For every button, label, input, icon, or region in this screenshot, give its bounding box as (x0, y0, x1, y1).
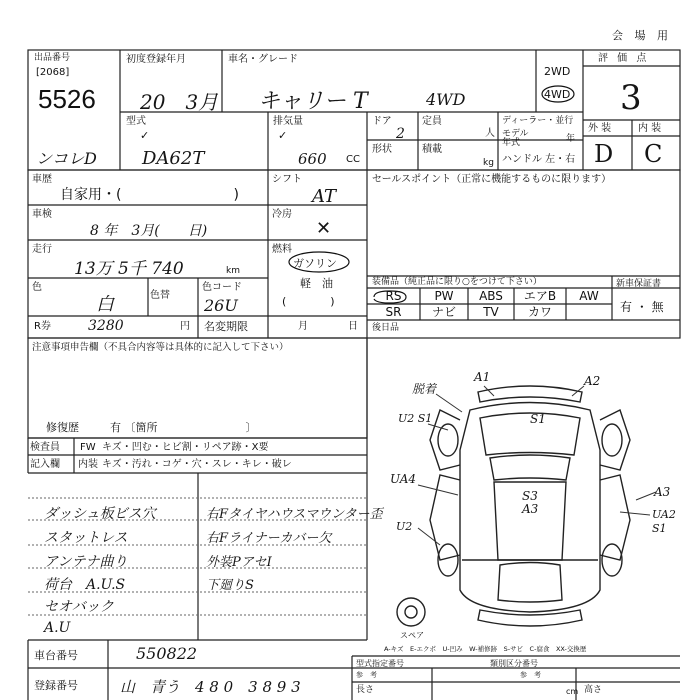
comment-left-5: セオバック (44, 599, 114, 615)
name-change-label: 名変期限 (204, 320, 248, 333)
comment-left-3: アンテナ曲り (44, 554, 128, 570)
equip-aw: AW (579, 289, 599, 303)
recycle-label: R券 (34, 321, 51, 332)
comment-right-2: 右Fライナーカバー欠 (206, 531, 332, 546)
comment-right-1: 右Fタイヤハウスマウンター歪 (206, 507, 383, 522)
name-change-month: 月 (298, 321, 308, 332)
repair-label: 修復歴 (46, 421, 79, 434)
aircon-value: ✕ (316, 218, 332, 239)
inspector-fw-label: FW (80, 442, 96, 453)
dim-cm: cm (566, 687, 579, 696)
mileage-value: 13万 5千 740 (74, 259, 184, 279)
displacement-check: ✓ (278, 129, 288, 142)
fuel-value: ガソリン (293, 257, 337, 270)
inspector-in-text: キズ・汚れ・コゲ・穴・スレ・キレ・破レ (102, 459, 292, 470)
year-unit: 年 (566, 134, 576, 144)
load-label: 積載 (422, 144, 442, 155)
warranty-value: 有 ・ 無 (620, 300, 664, 314)
score-value: 3 (620, 78, 642, 118)
mark-u2s1: U2 S1 (398, 412, 433, 425)
fuel-label: 燃料 (272, 244, 292, 255)
inspector-label-2: 記入欄 (30, 459, 60, 470)
notes-label: 注意事項申告欄（不具合内容等は具体的に記入して下さい） (32, 342, 289, 353)
comment-left-6: A.U (44, 620, 71, 636)
lot-number: 5526 (38, 84, 96, 114)
mark-a1: A1 (474, 370, 491, 384)
displacement-unit: CC (346, 154, 360, 165)
capacity-unit: 人 (485, 128, 495, 139)
mark-frame: 脱着 (412, 382, 437, 396)
mileage-unit: km (226, 266, 240, 276)
mark-s1-mid: S1 (530, 412, 546, 426)
rs-circle-mark (370, 289, 410, 305)
registration-label: 登録番号 (34, 679, 78, 692)
shape-label: 形状 (372, 144, 392, 155)
shaken-value: 8 年 3月( 日) (90, 223, 208, 239)
dealer-label: ディーラー・並行 (502, 116, 574, 126)
model-check: ✓ (140, 129, 150, 142)
mark-a3: A3 (654, 485, 671, 499)
load-unit: kg (483, 158, 494, 168)
capacity-label: 定員 (422, 116, 442, 127)
color-label: 色 (32, 282, 42, 293)
chassis-label: 車台番号 (34, 649, 78, 662)
equip-rs: RS (385, 289, 402, 303)
lot-label: 出品番号 (34, 53, 71, 63)
displacement-value: 660 (298, 150, 327, 168)
type-designation-ref: 参 考 (356, 671, 377, 679)
doors-value: 2 (396, 126, 405, 142)
registration-value: 山 青う 4 8 0 3 8 9 3 (120, 678, 301, 696)
color-code-label: 色コード (202, 282, 242, 293)
shift-label: シフト (272, 174, 302, 185)
sales-point-label: セールスポイント（正常に機能するものに限ります） (372, 174, 612, 185)
comment-left-4: 荷台 A.U.S (44, 577, 126, 593)
equip-airbag: エアB (523, 289, 557, 303)
damage-legend: A-キズ E-エクボ U-凹み W-補修跡 S-サビ C-腐食 XX-交換歴 (384, 645, 587, 653)
comment-right-3: 外装PアセI (206, 555, 272, 570)
car-name-value: キャリー T (258, 89, 368, 114)
inspector-in-label: 内装 (78, 459, 98, 470)
displacement-label: 排気量 (273, 116, 303, 127)
car-name-label: 車名・グレード (228, 54, 298, 65)
mark-s3a3: S3 A3 (522, 489, 539, 516)
chassis-value: 550822 (136, 644, 198, 663)
score-label: 評 価 点 (598, 53, 650, 64)
equip-tv: TV (483, 305, 499, 319)
repair-value: 有 〔箇所 〕 (110, 421, 257, 434)
mileage-label: 走行 (32, 244, 52, 255)
model-value: DA62T (142, 148, 205, 169)
model-year-label: モデル 年式 (502, 129, 529, 148)
fuel-paren: ( ) (282, 295, 335, 308)
after-install-label: 後日品 (372, 323, 400, 333)
interior-grade: C (644, 140, 663, 168)
fuel-light-oil: 軽 油 (300, 277, 333, 290)
equipment-label: 装備品（純正品に限り○をつけて下さい） (372, 277, 542, 287)
color-code-value: 26U (204, 296, 238, 315)
drive-option-2wd: 2WD (544, 65, 571, 78)
model-label: 型式 (126, 116, 146, 127)
equip-pw: PW (434, 289, 454, 303)
first-reg-label: 初度登録年月 (126, 54, 186, 65)
mark-ua2s1: UA2 S1 (652, 508, 676, 535)
color-value: 白 (96, 294, 114, 315)
equip-leather: カワ (527, 305, 552, 319)
repaint-label: 色替 (150, 290, 170, 301)
shaken-label: 車検 (32, 209, 52, 220)
mark-a2: A2 (584, 374, 601, 388)
spare-label: スペア (400, 631, 424, 640)
comment-left-1: ダッシュ板ビス穴 (44, 506, 156, 522)
comment-right-4: 下廻りS (206, 578, 254, 593)
inspector-label-1: 検査員 (30, 442, 60, 453)
mark-u2: U2 (396, 520, 413, 533)
inspector-fw-text: キズ・凹む・ヒビ割・リペア跡・X要 (102, 442, 269, 453)
usage-value: 自家用・( ) (60, 187, 239, 203)
class-designation-ref: 参 考 (520, 671, 541, 679)
dim-height-label: 高さ (584, 685, 603, 695)
name-change-day: 日 (348, 321, 358, 332)
drive-option-4wd: 4WD (544, 88, 571, 101)
warranty-label: 新車保証書 (616, 279, 662, 289)
dim-length-label: 長さ (356, 685, 375, 695)
recycle-value: 3280 (88, 318, 124, 334)
exterior-grade: D (594, 140, 614, 168)
usage-label: 車歴 (32, 174, 52, 185)
equip-abs: ABS (479, 289, 503, 303)
equip-sr: SR (385, 305, 402, 319)
interior-label: 内 装 (638, 123, 662, 134)
comment-left-2: スタットレス (44, 530, 128, 546)
aircon-label: 冷房 (272, 209, 292, 220)
recycle-unit: 円 (180, 321, 190, 332)
exterior-label: 外 装 (588, 123, 612, 134)
lot-handwritten: ンコレD (36, 149, 97, 168)
doors-label: ドア (372, 116, 392, 127)
equip-navi: ナビ (431, 305, 456, 319)
form-header-title: 会 場 用 (612, 29, 672, 42)
mark-ua4: UA4 (390, 472, 417, 486)
car-drive: 4WD (426, 90, 466, 109)
lot-code: [2068] (36, 67, 70, 78)
class-designation-label: 類別区分番号 (490, 659, 538, 668)
first-reg-value: 20 3月 (140, 90, 219, 114)
shift-value: AT (312, 186, 337, 207)
type-designation-label: 型式指定番号 (356, 659, 404, 668)
handle-label: ハンドル 左・右 (502, 154, 576, 165)
